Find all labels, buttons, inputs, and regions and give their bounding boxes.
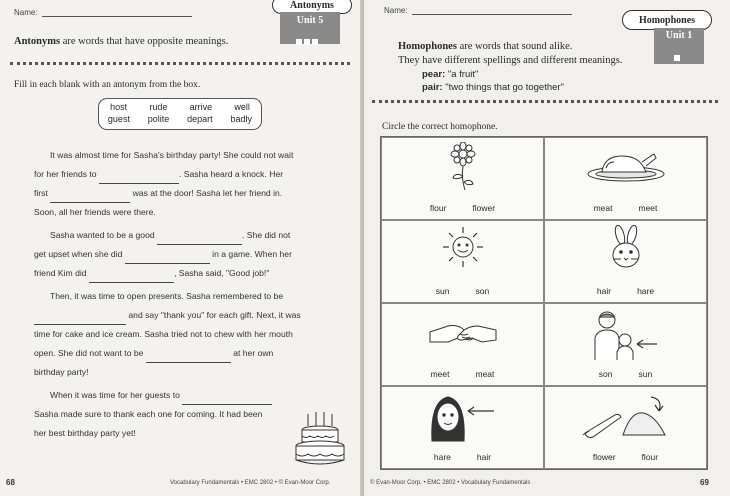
homophone-cell <box>381 386 544 469</box>
definition: Homophones are words that sound alike. They have different spellings and different meanings. <box>398 41 623 66</box>
choice-word[interactable]: meat <box>475 369 495 379</box>
story-text: It was almost time for Sasha's birthday party! She could not wait for her friends to . Sasha heard a knock. Her first was at the door! Sasha let her friend in. Soon, all her friends were there. Sasha wanted to be a good . She did not get upset when she did in a game. When her friend Kim did , Sasha said, "Good job!" Then, it was time to open presents. Sasha remembered to be and say "thank you" for each gift. Next, it was time for cake and ice cream. Sasha tried not to chew with her mouth open. She did not want to be at her own birthday party! When it was time for her guests to Sasha made sure to thank each one for coming. It had been her best birthday party yet! <box>34 150 301 438</box>
choice-word[interactable]: hair <box>476 452 492 462</box>
examples: pear: "a fruit" pair: "two things that go together" <box>422 69 564 93</box>
homophone-cell <box>544 386 707 469</box>
choice-word[interactable]: sun <box>435 286 450 296</box>
word: arrive <box>189 102 213 112</box>
instruction: Circle the correct homophone. <box>382 122 498 132</box>
topic-tab: Homophones <box>622 10 712 30</box>
answer-blank[interactable] <box>146 352 231 363</box>
answer-blank[interactable] <box>50 192 130 203</box>
left-page <box>0 0 362 496</box>
unit-tab: Unit 5 <box>280 12 340 44</box>
handshake-icon <box>428 318 498 348</box>
flower-icon <box>443 142 483 192</box>
answer-blank[interactable] <box>125 253 210 264</box>
choice-word[interactable]: meet <box>430 369 450 379</box>
word: badly <box>230 114 253 124</box>
word: host <box>110 102 128 112</box>
divider <box>10 62 350 65</box>
flour-pile-icon <box>581 391 671 441</box>
definition: Antonyms are words that have opposite meanings. <box>14 36 229 47</box>
choice-word[interactable]: son <box>475 286 490 296</box>
homophone-cell <box>544 220 707 303</box>
word: well <box>234 102 250 112</box>
answer-blank[interactable] <box>34 314 126 325</box>
choice-word[interactable]: flower <box>472 203 496 213</box>
choice-word[interactable]: son <box>598 369 613 379</box>
answer-blank[interactable] <box>89 272 174 283</box>
unit-tab: Unit 1 <box>654 28 704 64</box>
word: depart <box>187 114 213 124</box>
word: rude <box>149 102 168 112</box>
choice-word[interactable]: sun <box>638 369 653 379</box>
birthday-cake-icon <box>294 410 346 468</box>
choice-word[interactable]: flour <box>429 203 447 213</box>
page-number: 68 <box>6 478 15 487</box>
name-field: Name: <box>384 6 572 15</box>
rabbit-icon <box>606 225 646 271</box>
instruction: Fill in each blank with an antonym from the box. <box>14 80 201 90</box>
unit-progress-blocks <box>296 32 320 50</box>
homophone-cell <box>544 137 707 220</box>
word-box <box>98 98 262 130</box>
homophone-cell <box>381 303 544 386</box>
page-number: 69 <box>700 478 709 487</box>
divider <box>372 100 718 103</box>
choice-word[interactable]: hare <box>433 452 451 462</box>
answer-blank[interactable] <box>157 234 242 245</box>
answer-blank[interactable] <box>182 394 272 405</box>
unit-progress-blocks <box>674 48 682 66</box>
choice-word[interactable]: hare <box>637 286 655 296</box>
choice-word[interactable]: meet <box>638 203 658 213</box>
answer-blank[interactable] <box>99 173 179 184</box>
choice-word[interactable]: flour <box>641 452 659 462</box>
choice-word[interactable]: flower <box>592 452 616 462</box>
choice-word[interactable]: hair <box>596 286 612 296</box>
homophone-cell <box>381 137 544 220</box>
homophone-grid <box>380 136 708 470</box>
word: guest <box>107 114 130 124</box>
homophone-cell <box>381 220 544 303</box>
roast-meat-icon <box>586 148 666 184</box>
word: polite <box>147 114 170 124</box>
girl-hair-icon <box>428 391 498 443</box>
name-field: Name: <box>14 8 192 17</box>
footer: Vocabulary Fundamentals • EMC 2802 • © Evan-Moor Corp. <box>170 480 331 486</box>
topic-tab: Antonyms <box>272 0 352 14</box>
father-son-icon <box>591 308 661 362</box>
choice-word[interactable]: meat <box>593 203 613 213</box>
sun-icon <box>441 225 485 269</box>
footer: © Evan-Moor Corp. • EMC 2802 • Vocabulary Fundamentals <box>370 480 531 486</box>
homophone-cell <box>544 303 707 386</box>
